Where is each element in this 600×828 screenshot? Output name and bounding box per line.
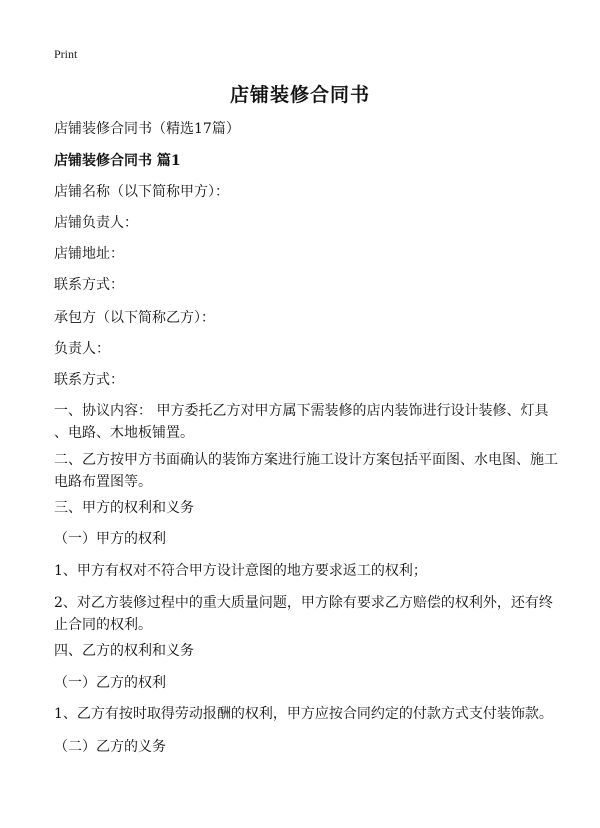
clause-4-subtitle-duties: （二）乙方的义务	[54, 739, 166, 755]
field-shop-name: 店铺名称（以下简称甲方）：	[54, 184, 229, 200]
field-shop-manager: 店铺负责人：	[54, 215, 138, 231]
document-subtitle: 店铺装修合同书（精选17篇）	[54, 121, 240, 137]
clause-2	[54, 449, 558, 493]
clause-2-line-1: 二、乙方按甲方书面确认的装饰方案进行施工设计方案包括平面图、水电图、施工	[54, 452, 558, 468]
clause-3-item-2-line-2: 止合同的权利。	[54, 617, 152, 633]
field-contractor: 承包方（以下简称乙方）：	[54, 310, 215, 326]
clause-3-subtitle-rights: （一）甲方的权利	[54, 531, 166, 547]
clause-4-title: 四、乙方的权利和义务	[54, 643, 194, 659]
section-heading: 店铺装修合同书 篇1	[54, 153, 181, 169]
clause-3-item-2	[54, 592, 554, 636]
field-contact-b: 联系方式：	[54, 372, 124, 388]
clause-1-line-1: 一、协议内容： 甲方委托乙方对甲方属下需装修的店内装饰进行设计装修、灯具	[54, 403, 549, 419]
clause-3-item-2-line-1: 2、对乙方装修过程中的重大质量问题，甲方除有要求乙方赔偿的权利外，还有终	[54, 595, 553, 611]
clause-1-line-2: 、电路、木地板铺置。	[54, 425, 194, 441]
clause-2-line-2: 电路布置图等。	[54, 474, 152, 490]
clause-3-item-1: 1、甲方有权对不符合甲方设计意图的地方要求返工的权利；	[54, 563, 427, 579]
field-contractor-manager: 负责人：	[54, 341, 110, 357]
clause-4-item-1: 1、乙方有按时取得劳动报酬的权利，甲方应按合同约定的付款方式支付装饰款。	[54, 706, 553, 722]
clause-4-subtitle-rights: （一）乙方的权利	[54, 675, 166, 691]
print-label[interactable]: Print	[54, 47, 78, 61]
field-contact-a: 联系方式：	[54, 277, 124, 293]
field-shop-address: 店铺地址：	[54, 246, 124, 262]
clause-3-title: 三、甲方的权利和义务	[54, 500, 194, 516]
document-title: 店铺装修合同书	[229, 84, 370, 106]
clause-1	[54, 400, 554, 444]
